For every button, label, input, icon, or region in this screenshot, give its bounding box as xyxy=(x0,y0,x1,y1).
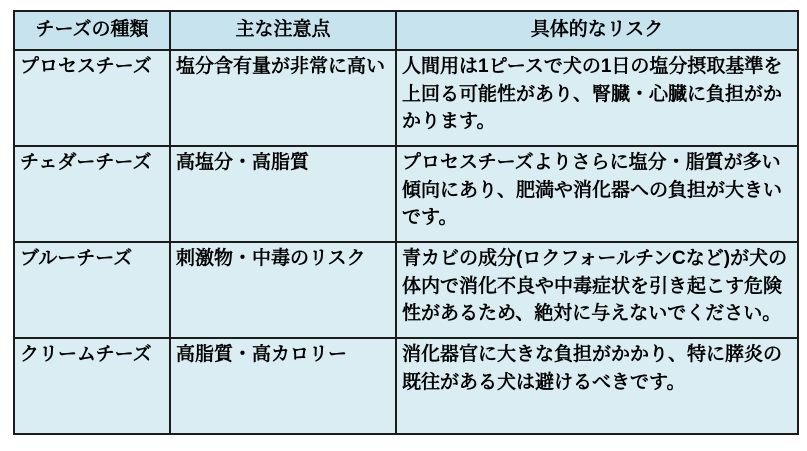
cell-risk: プロセスチーズよりさらに塩分・脂質が多い傾向にあり、肥満や消化器への負担が大きいです。 xyxy=(396,146,798,242)
cell-cheese-type: チェダーチーズ xyxy=(14,146,170,242)
cell-cheese-type: ブルーチーズ xyxy=(14,242,170,338)
cell-caution: 刺激物・中毒のリスク xyxy=(170,242,396,338)
cell-caution: 高脂質・高カロリー xyxy=(170,338,396,434)
header-caution: 主な注意点 xyxy=(170,11,396,50)
table-row xyxy=(14,242,798,338)
cell-caution: 塩分含有量が非常に高い xyxy=(170,50,396,146)
cell-cheese-type: クリームチーズ xyxy=(14,338,170,434)
cheese-risk-table xyxy=(13,10,799,435)
table-row xyxy=(14,146,798,242)
header-cheese-type: チーズの種類 xyxy=(14,11,170,50)
table-row xyxy=(14,338,798,434)
cell-caution: 高塩分・高脂質 xyxy=(170,146,396,242)
table-row xyxy=(14,50,798,146)
cell-cheese-type: プロセスチーズ xyxy=(14,50,170,146)
cell-risk: 青カビの成分(ロクフォールチンCなど)が犬の体内で消化不良や中毒症状を引き起こす危険性があるため、絶対に与えないでください。 xyxy=(396,242,798,338)
header-risk: 具体的なリスク xyxy=(396,11,798,50)
cell-risk: 消化器官に大きな負担がかかり、特に膵炎の既往がある犬は避けるべきです。 xyxy=(396,338,798,434)
page xyxy=(0,10,807,451)
header-row xyxy=(14,11,798,50)
cell-risk: 人間用は1ピースで犬の1日の塩分摂取基準を上回る可能性があり、腎臓・心臓に負担がかかります。 xyxy=(396,50,798,146)
